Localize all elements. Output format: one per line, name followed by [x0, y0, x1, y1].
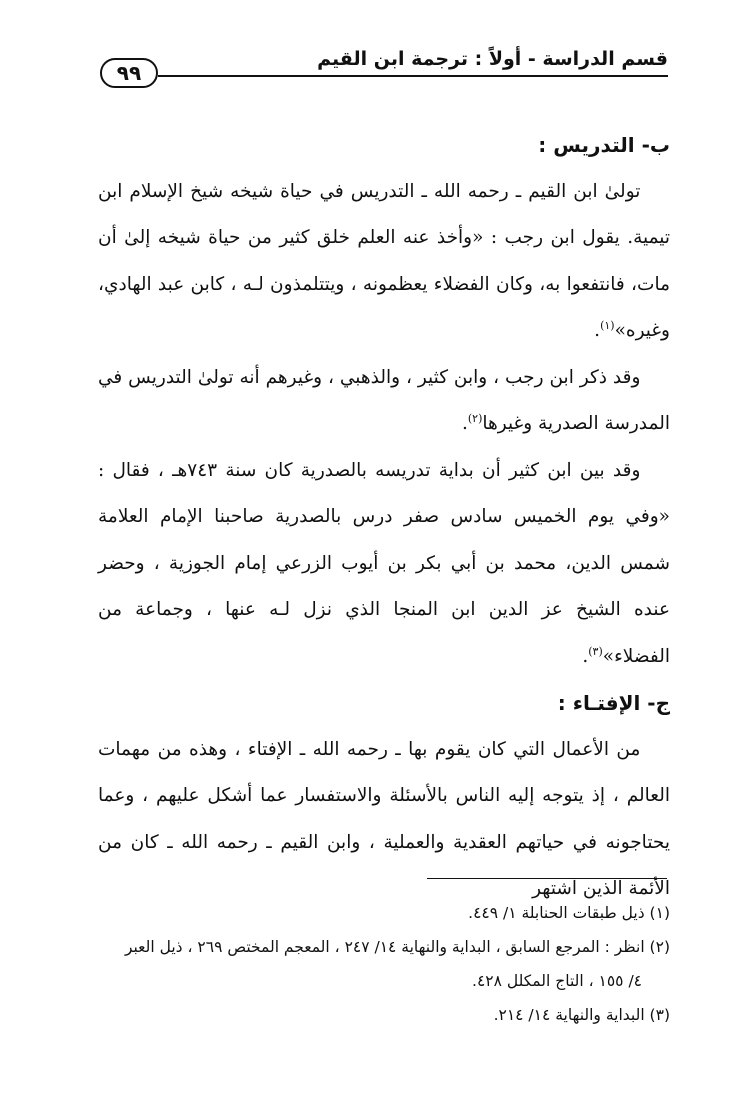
- footnote-3: (٣) البداية والنهاية ١٤/ ٢١٤.: [493, 1006, 670, 1024]
- paragraph: تولىٰ ابن القيم ـ رحمه الله ـ التدريس في حياة شيخه شيخ الإسلام ابن تيمية. يقول ابن رجب : «وأخذ عنه العلم خلق كثير من حياة شيخه إلىٰ أن مات، فانتفعوا به، وكان الفضلاء يعظمونه ، ويتتلمذون لـه ، كابن عبد الهادي، وغيره»$^{(١)}$.: [98, 180, 670, 341]
- footnote-2-continuation: ٤/ ١٥٥ ، التاج المكلل ٤٢٨.: [472, 972, 642, 990]
- footnote-ref-2: (٢): [467, 411, 483, 425]
- paragraph-text: تولىٰ ابن القيم ـ رحمه الله ـ التدريس في حياة شيخه شيخ الإسلام ابن تيمية. يقول ابن رجب : «وأخذ عنه العلم خلق كثير من حياة شيخه إلىٰ أن مات، فانتفعوا به، وكان الفضلاء يعظمونه ، ويتتلمذون لـه ، كابن عبد الهادي، وغيره»: [98, 180, 670, 341]
- paragraph: وقد بين ابن كثير أن بداية تدريسه بالصدرية كان سنة ٧٤٣هـ ، فقال : «وفي يوم الخميس سادس صفر درس بالصدرية صاحبنا الإمام العلامة شمس الدين، محمد بن أبي بكر بن أيوب الزرعي إمام الجوزية ، وحضر عنده الشيخ عز الدين ابن المنجا الذي نزل لـه عنها ، وجماعة من الفضلاء»$^{(٣)}$.: [98, 459, 670, 667]
- page-number: ٩٩: [100, 58, 158, 88]
- section-heading-fatwa: ج- الإفتـاء :: [557, 691, 670, 715]
- paragraph: من الأعمال التي كان يقوم بها ـ رحمه الله ـ الإفتاء ، وهذه من مهمات العالم ، إذ يتوجه إليه الناس بالأسئلة والاستفسار عما أشكل عليهم ، وعما يحتاجونه في حياتهم العقدية والعملية ، وابن القيم ـ رحمه الله ـ كان من الأئمة الذين اشتهر: [98, 738, 670, 899]
- page-header: [100, 48, 668, 92]
- section-heading-teaching: ب- التدريس :: [538, 133, 670, 157]
- footnote-ref-3: (٣): [588, 644, 603, 658]
- main-text: [98, 122, 670, 913]
- footnotes: [98, 896, 670, 1032]
- running-header-title: قسم الدراسة - أولاً : ترجمة ابن القيم: [317, 48, 668, 70]
- paragraph: وقد ذكر ابن رجب ، وابن كثير ، والذهبي ، وغيرهم أنه تولىٰ التدريس في المدرسة الصدرية وغيرها$^{(٢)}$.: [98, 366, 670, 434]
- header-rule: [158, 75, 668, 77]
- footnote-separator: [427, 878, 667, 879]
- paragraph-text: وقد بين ابن كثير أن بداية تدريسه بالصدرية كان سنة ٧٤٣هـ ، فقال : «وفي يوم الخميس سادس صفر درس بالصدرية صاحبنا الإمام العلامة شمس الدين، محمد بن أبي بكر بن أيوب الزرعي إمام الجوزية ، وحضر عنده الشيخ عز الدين ابن المنجا الذي نزل لـه عنها ، وجماعة من الفضلاء»: [98, 459, 670, 667]
- footnote-ref-1: (١): [600, 318, 615, 332]
- paragraph-text: وقد ذكر ابن رجب ، وابن كثير ، والذهبي ، وغيرهم أنه تولىٰ التدريس في المدرسة الصدرية وغيرها: [98, 366, 670, 434]
- footnote-1: (١) ذيل طبقات الحنابلة ١/ ٤٤٩.: [468, 904, 670, 922]
- footnote-2: (٢) انظر : المرجع السابق ، البداية والنهاية ١٤/ ٢٤٧ ، المعجم المختص ٢٦٩ ، ذيل العبر: [124, 938, 670, 956]
